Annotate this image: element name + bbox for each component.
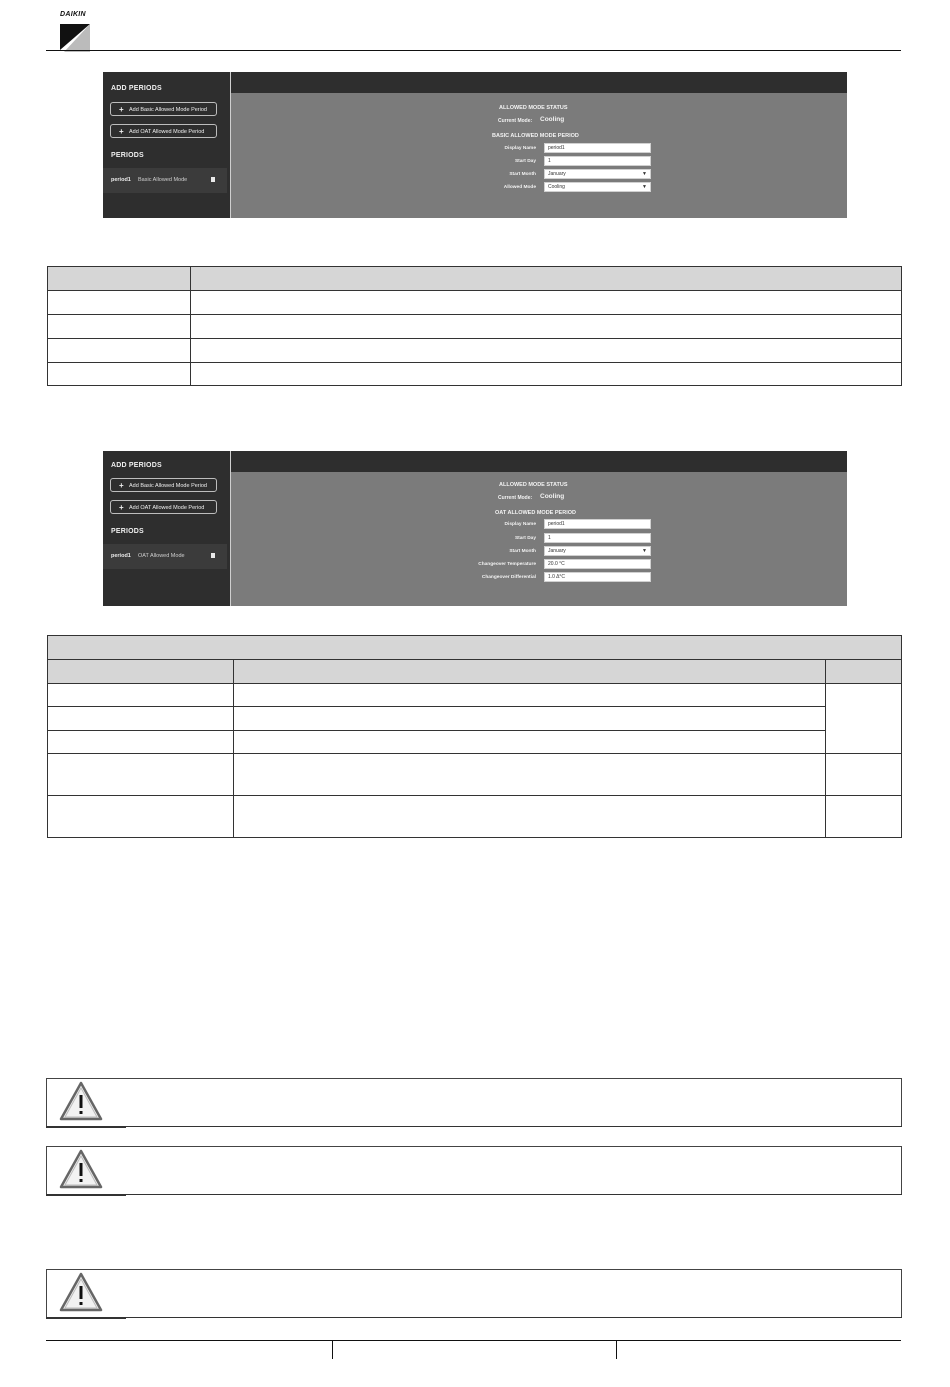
warning-triangle-icon <box>59 1081 103 1123</box>
field-label: Display Name <box>504 522 536 527</box>
dropdown-caret-icon: ▼ <box>642 171 647 177</box>
table-row-divider <box>48 659 901 660</box>
status-title: ALLOWED MODE STATUS <box>499 482 568 488</box>
table-column-divider <box>190 267 191 385</box>
add-basic-label: Add Basic Allowed Mode Period <box>129 483 207 489</box>
warning-box <box>46 1146 902 1195</box>
table-header <box>48 267 901 290</box>
field-label: Start Day <box>514 536 536 541</box>
table-basic-fields <box>47 266 902 386</box>
top-bar <box>231 451 847 472</box>
footer-rule <box>46 1340 901 1341</box>
field-label: Allowed Mode <box>503 185 536 190</box>
table-row-divider <box>48 706 825 707</box>
status-title: ALLOWED MODE STATUS <box>499 105 568 111</box>
start-day-input[interactable] <box>544 533 651 543</box>
warning-box-rule <box>46 1126 126 1128</box>
period-type: Basic Allowed Mode <box>138 177 188 183</box>
allowed-mode-value: Cooling <box>548 184 565 190</box>
trash-icon[interactable] <box>211 553 215 558</box>
table-row-divider <box>48 795 901 796</box>
period-list-item[interactable] <box>103 544 227 569</box>
daikin-logo <box>46 8 94 52</box>
start-month-select[interactable] <box>544 546 651 556</box>
start-month-select[interactable] <box>544 169 651 179</box>
table-oat-fields <box>47 635 902 838</box>
main-area <box>230 451 847 606</box>
start-day-value: 1 <box>548 158 551 164</box>
period-list-item[interactable] <box>103 168 227 193</box>
field-label: Start Day <box>514 159 536 164</box>
add-basic-label: Add Basic Allowed Mode Period <box>129 107 207 113</box>
add-basic-period-button[interactable] <box>110 478 217 492</box>
warning-triangle-icon <box>59 1272 103 1314</box>
plus-icon: + <box>119 481 124 490</box>
display-name-value: period1 <box>548 521 565 527</box>
current-mode-label: Current Mode: <box>498 118 533 124</box>
table-column-divider <box>233 659 234 837</box>
field-label: Start Month <box>509 549 536 554</box>
display-name-value: period1 <box>548 145 565 151</box>
add-periods-heading: ADD PERIODS <box>111 462 162 469</box>
footer-divider <box>616 1341 617 1359</box>
period-name: period1 <box>111 553 131 559</box>
changeover-differential-value: 1.0 Δ°C <box>548 574 566 580</box>
field-label: Display Name <box>504 146 536 151</box>
field-label: Changeover Temperature <box>478 562 536 567</box>
table-row-divider <box>48 683 901 684</box>
sidebar <box>103 451 227 606</box>
add-periods-heading: ADD PERIODS <box>111 85 162 92</box>
periods-heading: PERIODS <box>111 528 144 535</box>
add-oat-period-button[interactable] <box>110 124 217 138</box>
warning-box-rule <box>126 1126 902 1127</box>
warning-box-rule <box>126 1194 902 1195</box>
table-row-divider <box>48 314 901 315</box>
sidebar <box>103 72 227 218</box>
changeover-differential-input[interactable] <box>544 572 651 582</box>
start-month-value: January <box>548 171 566 177</box>
footer-divider <box>332 1341 333 1359</box>
period-title: OAT ALLOWED MODE PERIOD <box>495 510 576 516</box>
field-label: Start Month <box>509 172 536 177</box>
warning-triangle-icon <box>59 1149 103 1191</box>
table-row-divider <box>48 290 901 291</box>
field-label: Changeover Differential <box>481 575 536 580</box>
start-day-value: 1 <box>548 535 551 541</box>
current-mode-label: Current Mode: <box>498 495 533 501</box>
warning-box <box>46 1078 902 1127</box>
allowed-mode-select[interactable] <box>544 182 651 192</box>
display-name-input[interactable] <box>544 143 651 153</box>
period-type: OAT Allowed Mode <box>138 553 185 559</box>
warning-box-rule <box>126 1317 902 1318</box>
changeover-temperature-value: 20.0 °C <box>548 561 565 567</box>
changeover-temperature-input[interactable] <box>544 559 651 569</box>
header-rule <box>46 50 901 51</box>
logo-text: DAIKIN <box>60 11 86 18</box>
dropdown-caret-icon: ▼ <box>642 548 647 554</box>
periods-heading: PERIODS <box>111 152 144 159</box>
add-basic-period-button[interactable] <box>110 102 217 116</box>
top-bar <box>231 72 847 93</box>
plus-icon: + <box>119 127 124 136</box>
table-row-divider <box>48 338 901 339</box>
current-mode-value: Cooling <box>540 493 565 500</box>
trash-icon[interactable] <box>211 177 215 182</box>
add-oat-label: Add OAT Allowed Mode Period <box>129 505 205 511</box>
start-month-value: January <box>548 548 566 554</box>
current-mode-value: Cooling <box>540 116 565 123</box>
table-row-divider <box>48 362 901 363</box>
period-name: period1 <box>111 177 131 183</box>
main-area <box>230 72 847 218</box>
screenshot-oat-allowed-mode <box>103 451 847 606</box>
screenshot-basic-allowed-mode <box>103 72 847 218</box>
table-row-divider <box>48 753 901 754</box>
table-column-divider <box>825 659 826 837</box>
plus-icon: + <box>119 503 124 512</box>
dropdown-caret-icon: ▼ <box>642 184 647 190</box>
add-oat-period-button[interactable] <box>110 500 217 514</box>
warning-box-rule <box>46 1317 126 1319</box>
start-day-input[interactable] <box>544 156 651 166</box>
plus-icon: + <box>119 105 124 114</box>
period-title: BASIC ALLOWED MODE PERIOD <box>492 133 579 139</box>
warning-box-rule <box>46 1194 126 1196</box>
table-row-divider <box>48 730 825 731</box>
warning-box <box>46 1269 902 1318</box>
add-oat-label: Add OAT Allowed Mode Period <box>129 129 205 135</box>
display-name-input[interactable] <box>544 519 651 529</box>
